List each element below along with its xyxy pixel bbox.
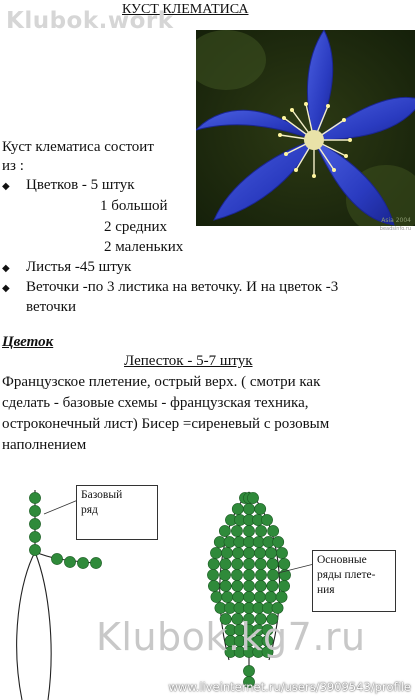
leaf-bead bbox=[276, 547, 287, 558]
flowers-small: 2 маленьких bbox=[104, 239, 184, 255]
leaf-bead bbox=[243, 580, 254, 591]
photo-credit: Asia 2004 bbox=[381, 217, 411, 224]
leaf-bead bbox=[232, 558, 243, 569]
leaf-bead bbox=[243, 525, 254, 536]
leaf-bead bbox=[211, 591, 222, 602]
flowers-count: Цветков - 5 штук bbox=[26, 177, 135, 193]
base-row-bead bbox=[29, 531, 40, 542]
leaf-bead bbox=[267, 580, 278, 591]
intro-text bbox=[2, 138, 197, 176]
leaf-bead bbox=[254, 547, 265, 558]
leaf-bead bbox=[255, 503, 266, 514]
callout-base-row bbox=[76, 485, 158, 540]
base-row-bead bbox=[29, 544, 40, 555]
petal-description bbox=[2, 372, 412, 456]
flowers-large: 1 большой bbox=[100, 198, 168, 214]
leaf-bead bbox=[243, 547, 254, 558]
leaf-bead bbox=[243, 569, 254, 580]
desc-line-1: Французское плетение, острый верх. ( смотри как bbox=[2, 374, 321, 390]
leaves-count: Листья -45 штук bbox=[26, 259, 132, 275]
leaf-bead bbox=[265, 591, 276, 602]
leaf-bead bbox=[247, 492, 258, 503]
callout-main-line-3: ния bbox=[317, 584, 335, 596]
leaf-bead bbox=[255, 569, 266, 580]
leaf-bead bbox=[272, 602, 283, 613]
leaf-bead bbox=[210, 547, 221, 558]
leaf-bead bbox=[208, 558, 219, 569]
callout-main-line-1: Основные bbox=[317, 554, 367, 566]
branches-line-2: веточки bbox=[26, 299, 76, 315]
leaf-bead bbox=[261, 514, 272, 525]
leaf-bead bbox=[255, 525, 266, 536]
leaf-bead bbox=[243, 558, 254, 569]
watermark-bottom: Klubok.kg7.ru bbox=[96, 615, 366, 659]
leaf-bead bbox=[243, 591, 254, 602]
wire-path bbox=[35, 552, 51, 700]
page-title: КУСТ КЛЕМАТИСА bbox=[122, 2, 249, 17]
watermark-top: Klubok.work bbox=[6, 8, 174, 34]
base-row-bead bbox=[29, 518, 40, 529]
callout-main-rows bbox=[312, 550, 396, 612]
desc-line-2: сделать - базовые схемы - французская техника, bbox=[2, 395, 309, 411]
leaf-bead bbox=[243, 503, 254, 514]
base-row-bead bbox=[29, 492, 40, 503]
leaf-bead bbox=[222, 591, 233, 602]
leaf-bead bbox=[221, 547, 232, 558]
component-list bbox=[2, 176, 412, 316]
leaf-bead bbox=[220, 558, 231, 569]
side-bead bbox=[64, 556, 75, 567]
leaf-bead bbox=[232, 547, 243, 558]
bullet-icon: ◆ bbox=[2, 283, 10, 294]
intro-line-1: Куст клематиса состоит bbox=[2, 139, 154, 155]
leaf-bead bbox=[233, 591, 244, 602]
leaf-bead bbox=[254, 591, 265, 602]
side-bead bbox=[90, 557, 101, 568]
side-bead bbox=[51, 553, 62, 564]
leaf-bead bbox=[265, 547, 276, 558]
side-bead bbox=[77, 557, 88, 568]
callout-base-line-1: Базовый bbox=[81, 489, 123, 501]
leaf-bead bbox=[219, 525, 230, 536]
bullet-icon: ◆ bbox=[2, 263, 10, 274]
small-logo: beadsinfo.ru bbox=[379, 226, 411, 232]
petal-count: Лепесток - 5-7 штук bbox=[124, 353, 253, 369]
branches-line-1: Веточки -по 3 листика на веточку. И на цветок -3 bbox=[26, 279, 339, 295]
stem-bead bbox=[243, 665, 254, 676]
leaf-bead bbox=[273, 536, 284, 547]
desc-line-3: остроконечный лист) Бисер =сиреневый с розовым bbox=[2, 416, 330, 432]
leaf-bead bbox=[276, 591, 287, 602]
leaf-bead bbox=[231, 569, 242, 580]
flowers-medium: 2 средних bbox=[104, 219, 168, 235]
bullet-icon: ◆ bbox=[2, 181, 10, 192]
callout-main-line-2: ряды плете- bbox=[317, 569, 376, 581]
intro-line-2: из : bbox=[2, 158, 24, 174]
leaf-bead bbox=[267, 569, 278, 580]
leaf-bead bbox=[278, 580, 289, 591]
leaf-bead bbox=[255, 580, 266, 591]
leaf-bead bbox=[220, 580, 231, 591]
leaf-bead bbox=[232, 503, 243, 514]
leaf-bead bbox=[219, 569, 230, 580]
leaf-bead bbox=[267, 558, 278, 569]
leaf-bead bbox=[207, 569, 218, 580]
leaf-bead bbox=[232, 580, 243, 591]
leaf-bead bbox=[279, 558, 290, 569]
leaf-bead bbox=[255, 558, 266, 569]
section-heading: Цветок bbox=[2, 334, 54, 350]
callout-base-line-2: ряд bbox=[81, 504, 98, 516]
leaf-bead bbox=[268, 525, 279, 536]
desc-line-4: наполнением bbox=[2, 437, 87, 453]
profile-footer: www.liveinternet.ru/users/3909543/profile bbox=[168, 680, 411, 694]
leaf-bead bbox=[231, 525, 242, 536]
base-row-bead bbox=[29, 505, 40, 516]
leaf-bead bbox=[208, 580, 219, 591]
